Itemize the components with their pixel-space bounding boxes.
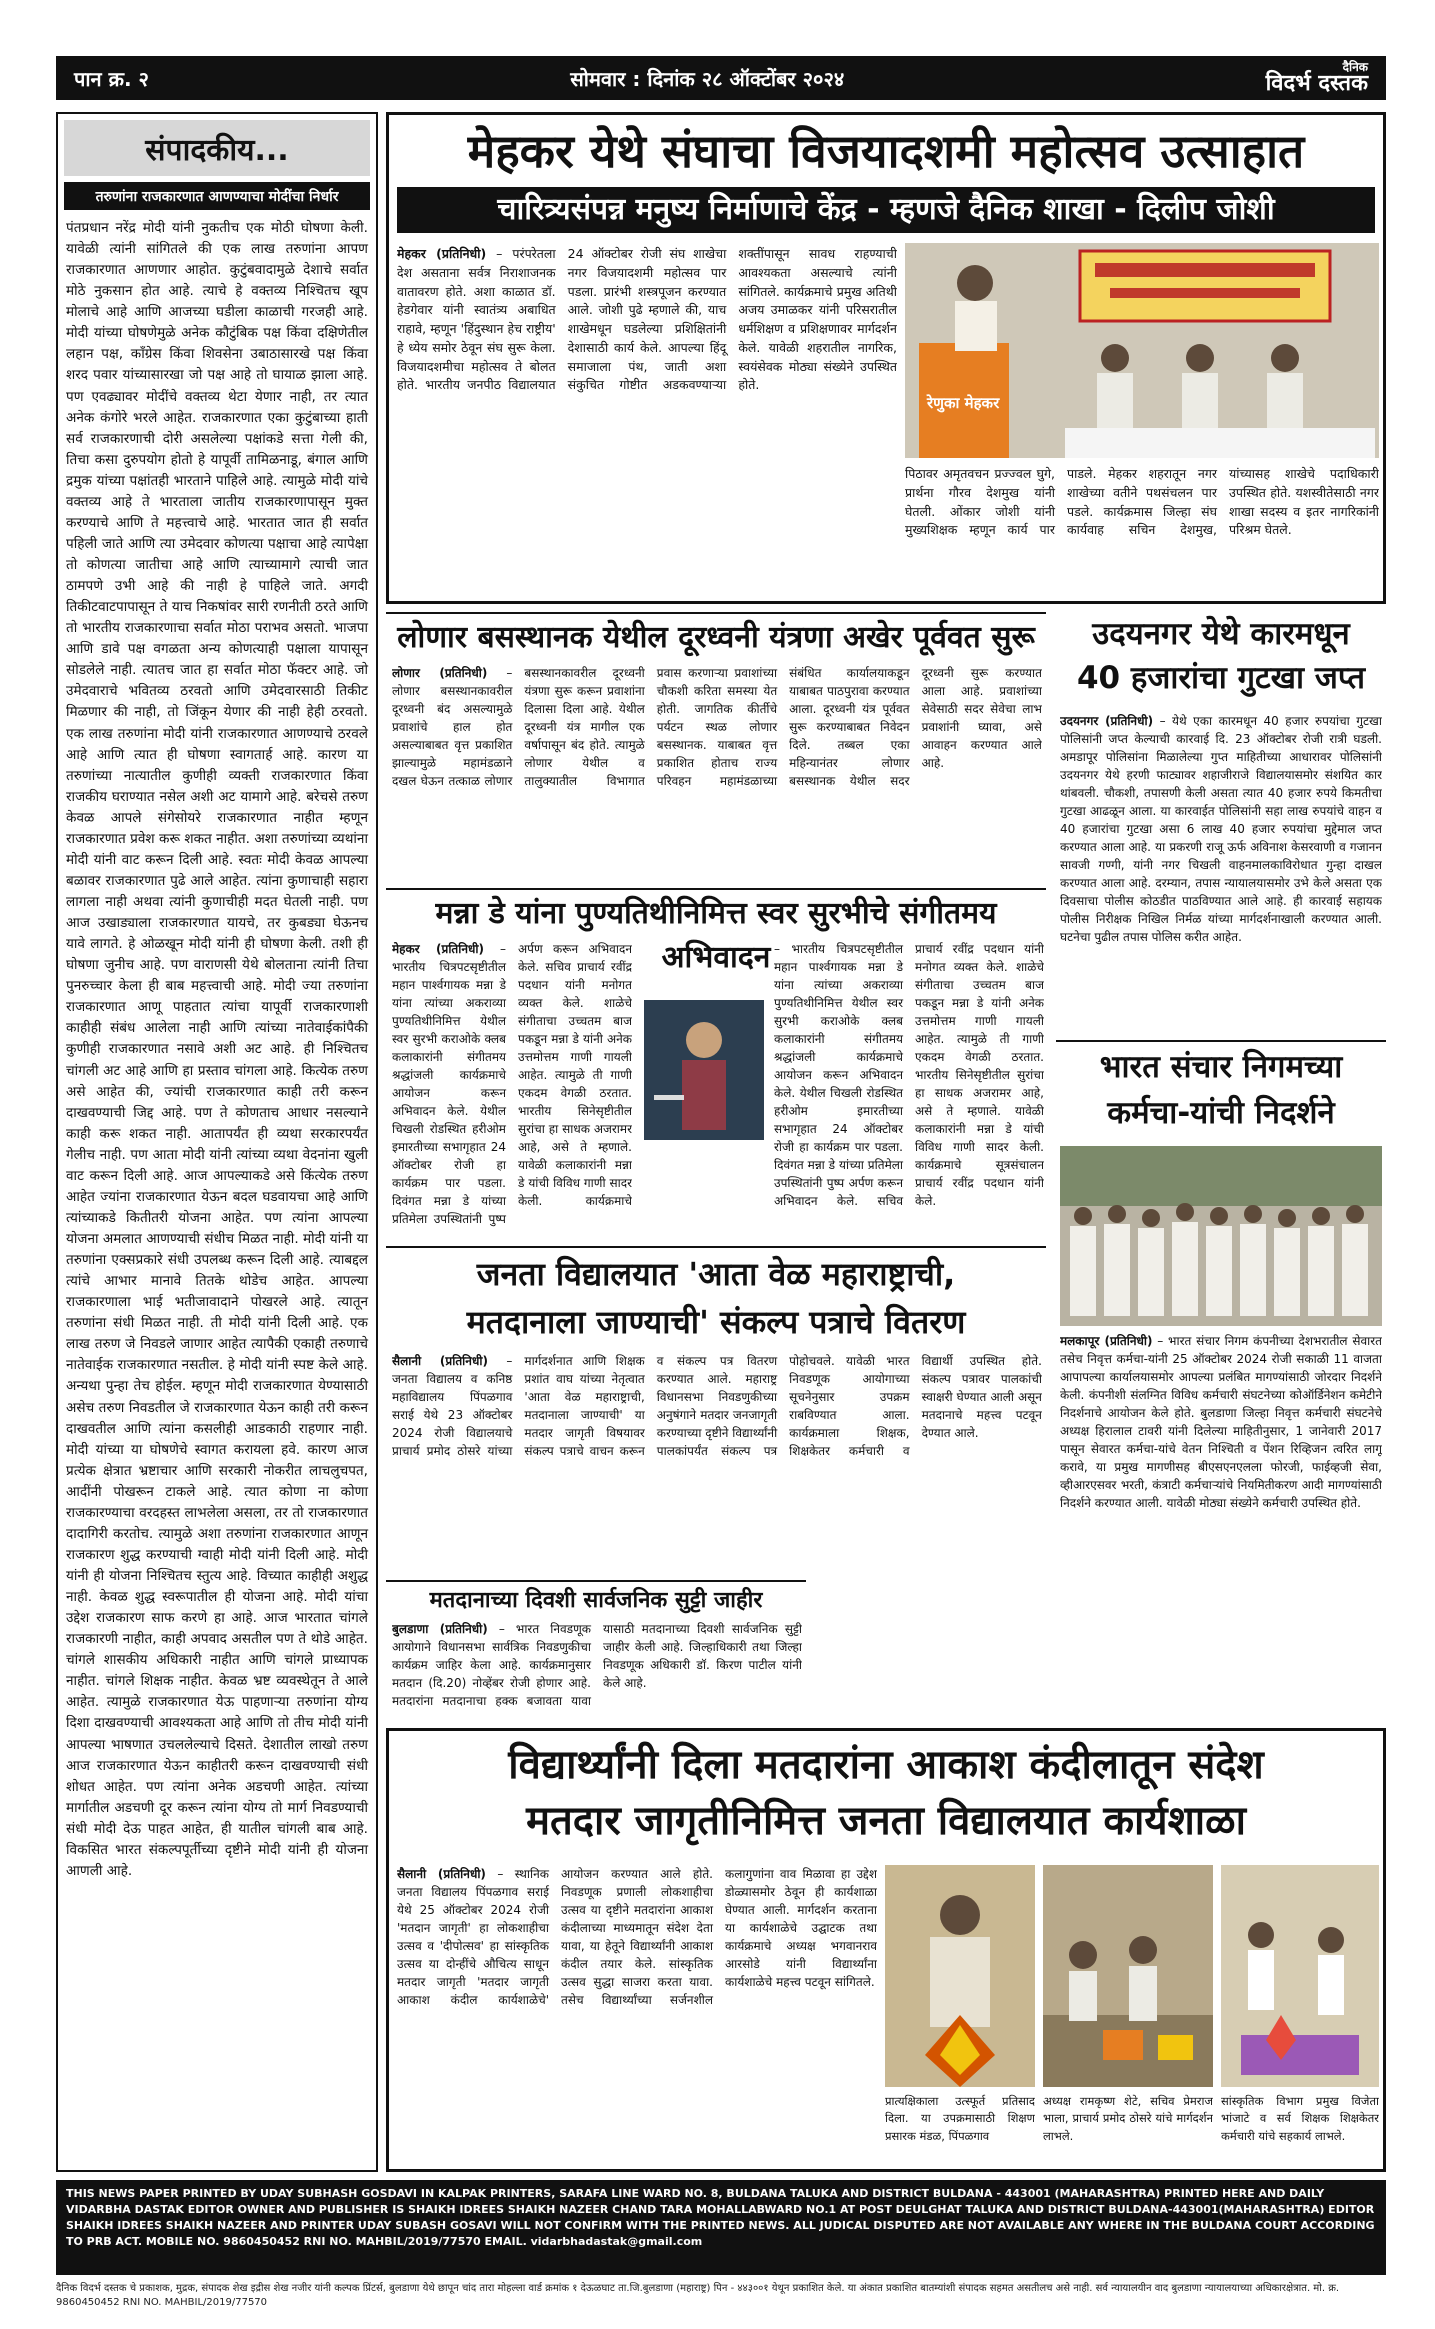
manna-body-cont: – भारतीय चित्रपटसृष्टीतील महान पार्श्वगायक मन्ना डे यांना त्यांच्या अकराव्या पुण्यतिथीनिमित्त येथील स्वर सुरभी कराओके क्लब कलाकारांनी संगीतमय श्रद्धांजली कार्यक्रमाचे आयोजन करून अभिवादन केले. येथील चिखली रोडस्थित हरीओम इमारतीच्या सभागृहात 24 ऑक्टोबर रोजी हा कार्यक्रम पार पडला. दिवंगत मन्ना डे यांच्या प्रतिमेला उपस्थितांनी पुष्प अर्पण करून अभिवादन केले. सचिव प्राचार्य रवींद्र पदधान यांनी मनोगत व्यक्त केले. शाळेचे संगीताचा उच्चतम बाज पकडून मन्ना डे यांनी अनेक उत्तमोत्तम गाणी गायली आहेत. त्यामुळे ती गाणी एकदम वेगळी ठरतात. भारतीय सिनेसृष्टीतील सुरांचा हा साधक अजरामर आहे, असे ते म्हणाले. यावेळी कलाकारांनी मन्ना डे यांची विविध गाणी सादर केली. कार्यक्रमाचे सूत्रसंचालन प्राचार्य रवींद्र पदधान यांनी केले.: [774, 942, 1044, 1208]
imprint-footer: THIS NEWS PAPER PRINTED BY UDAY SUBHASH GOSDAVI IN KALPAK PRINTERS, SARAFA LINE WARD NO. 8, BULDANA TALUKA AND DISTRICT BULDANA - 443001 (MAHARASHTRA) PRINTED HERE AND DAILY VIDARBHA DASTAK EDITOR OWNER AND PUBLISHER IS SHAIKH IDREES SHAIKH NAZEER CHAND TARA MOHALLABWARD NO.1 AT POST DEULGHAT TALUKA AND DISTRICT BULDANA-443001(MAHARASHTRA) EDITOR SHAIKH IDREES SHAIKH NAZEER AND PRINTER UDAY SUBASH GOSAVI WILL NOT CONFIRM WITH THE PRINTED NEWS. ALL JUDICAL DISPUTED ARE NOT AVAILABLE ANY WHERE IN THE BULDANA COURT ACCORDING TO PRB ACT. MOBILE NO. 9860450452 RNI NO. MAHBIL/2019/77570 EMAIL. vidarbhadastak@gmail.com: [56, 2180, 1386, 2275]
lonar-headline: लोणार बसस्थानक येथील दूरध्वनी यंत्रणा अखेर पूर्ववत सुरू: [397, 620, 1035, 655]
lead-headline: मेहकर येथे संघाचा विजयादशमी महोत्सव उत्साहात: [467, 124, 1305, 178]
bsnl-protest-photo: [1060, 1146, 1382, 1326]
imprint-marathi: दैनिक विदर्भ दस्तक चे प्रकाशक, मुद्रक, संपादक शेख इद्रीस शेख नजीर यांनी कल्पक प्रिंटर्स, बुलडाणा येथे छापून चांद तारा मोहल्ला वार्ड क्रमांक १ देऊळघाट ता.जि.बुलडाणा (महाराष्ट्र) पिन - ४४३००१ येथून प्रकाशित केले. या अंकात प्रकाशित बातम्यांशी संपादक सहमत असतीलच असे नाही. सर्व न्यायालयीन वाद बुलडाणा न्यायालयाच्या अधिकारक्षेत्रात. मो. क्र. 9860450452 RNI NO. MAHBIL/2019/77570: [56, 2283, 1340, 2308]
editorial-title: संपादकीय...: [64, 120, 370, 176]
editorial-subtitle: तरुणांना राजकारणात आणण्याचा मोदींचा निर्धार: [64, 182, 370, 210]
singer-icon: [644, 1000, 764, 1140]
kandil-caption-1: प्रात्यक्षिकाला उत्स्फूर्त प्रतिसाद दिला. या उपक्रमासाठी शिक्षण प्रसारक मंडळ, पिंपळगाव: [885, 2094, 1035, 2143]
stage-banner-text: रेणुका मेहकर: [927, 394, 1000, 412]
manna-headline: मन्ना डे यांना पुण्यतिथीनिमित्त स्वर सुरभीचे संगीतमय अभिवादन: [435, 896, 997, 975]
event-stage-icon: [905, 243, 1379, 458]
students-photo-icon: [1221, 1865, 1379, 2087]
lantern-photo-icon: [885, 1865, 1035, 2087]
kandil-photo-1: [885, 1865, 1035, 2087]
kandil-body: सैलानी (प्रतिनिधी) – स्थानिक जनता विद्यालय पिंपळगाव सराई येथे 25 ऑक्टोबर 2024 रोजी 'मतदान जागृती' हा लोकशाहीचा उत्सव व 'दीपोत्सव' हा सांस्कृतिक उत्सव या दोन्हींचे औचित्य साधून मतदार जागृती 'मतदार जागृती आकाश कंदील कार्यशाळेचे' आयोजन करण्यात आले होते. निवडणूक प्रणाली लोकशाहीचा उत्सव या दृष्टीने मतदारांना आकाश कंदीलाच्या माध्यमातून संदेश देता यावा, या हेतूने विद्यार्थ्यांनी आकाश कंदील तयार केले. सांस्कृतिक उत्सव सुद्धा साजरा करता यावा. तसेच विद्यार्थ्यांच्या सर्जनशील कलागुणांना वाव मिळावा हा उद्देश डोळ्यासमोर ठेवून ही कार्यशाळा घेण्यात आली. मार्गदर्शन करताना या कार्यशाळेचे उद्घाटक तथा कार्यक्रमाचे अध्यक्ष भगवानराव आरसोडे यांनी विद्यार्थ्यांना कार्यशाळेचे महत्त्व पटवून सांगितले.: [397, 1867, 877, 2007]
protest-group-icon: [1060, 1146, 1382, 1326]
lead-subheadline: चारित्र्यसंपन्न मनुष्य निर्माणाचे केंद्र - म्हणजे दैनिक शाखा - दिलीप जोशी: [397, 187, 1375, 233]
kandil-photo-2: [1043, 1865, 1213, 2087]
bsnl-headline: भारत संचार निगमच्या कर्मचा-यांची निदर्शने: [1099, 1049, 1343, 1131]
bsnl-body: मलकापूर (प्रतिनिधी) – भारत संचार निगम कंपनीच्या देशभरातील सेवारत तसेच निवृत्त कर्मचा-यांनी 25 ऑक्टोबर 2024 रोजी सकाळी 11 वाजता आपापल्या कार्यालयासमोर आपल्या प्रलंबित मागण्यांसाठी जोरदार निदर्शने केली. कंपनीशी संलग्नित विविध कर्मचारी संघटनेच्या कोऑर्डिनेशन कमेटीने निदर्शनाचे आयोजन केले होते. बुलडाणा जिल्हा निवृत्त कर्मचारी संघटनेचे अध्यक्ष हिरालाल टावरी यांनी दिलेल्या माहितीनुसार, 1 जानेवारी 2017 पासून सेवारत कर्मचा-यांचे वेतन निश्चिती व पेंशन रिव्हिजन त्वरित लागू करावे, या प्रमुख मागणीसह बीएसएनएलला फोरजी, फाईव्हजी सेवा, व्हीआरएसवर भरती, कंत्राटी कर्मचाऱ्यांचे नियमितीकरण आदी मागण्यांसाठी निदर्शने करण्यात आली. यावेळी मोठ्या संख्येने कर्मचारी उपस्थित होते.: [1060, 1334, 1382, 1510]
editorial-body: पंतप्रधान नरेंद्र मोदी यांनी नुकतीच एक मोठी घोषणा केली. यावेळी त्यांनी सांगितले की एक लाख तरुणांना आपण राजकारणात आणणार आहोत. कुटुंबवादामुळे देशाचे सर्वात मोठे नुकसान होत आहे. त्याचे हे वक्तव्य निश्चितच खूप मोलाचे आहे आणि आजच्या घडीला काळाची गरजही आहे. मोदी यांच्या घोषणेमुळे अनेक कौटुंबिक पक्ष किंवा दक्षिणेतील लहान पक्ष, काँग्रेस किंवा शिवसेना उबाठासारखे पक्ष किंवा शरद पवार यांच्यासारखा जो पक्ष आहे तो घायाळ झाला आहे. पण एवढ्यावर मोदींचे वक्तव्य थेटा येणार नाही, तर त्यात अनेक कंगोरे भरले आहेत. राजकारणात एका कुटुंबाच्या हाती सर्व राजकारणाची दोरी असलेल्या पक्षांकडे सत्ता गेली की, तिचा कसा दुरुपयोग होतो हे यापूर्वी तामिळनाडू, बंगाल आणि द्रमुक यांच्या पक्षांतही भारताने पाहिले आहे. त्यामुळे मोदी यांचे वक्तव्य आहे ते भारताला जातीय राजकारणापासून मुक्त करण्याचे आणि ते महत्त्वाचे आहे. भारतात जात ही सर्वात पहिली जाते आणि त्या उमेदवार कोणत्या पक्षाचा आहे त्यापेक्षा तो कोणत्या जातीचा आहे आणि त्याच्यामागे त्याची जात ठामपणे उभी आहे की नाही हे पाहिले जाते. अगदी तिकीटवाटपापासून ते याच निकषांवर सारी रणनीती ठरते आणि तो भारतीय राजकारणाचा सर्वात मोठा पराभव असतो. भाजपा आणि डावे पक्ष वगळता अन्य कोणत्याही पक्षाला यापासून सोडलेले नाही. त्यातच जात हा सर्वात मोठा फॅक्टर आहे. जो उमेदवाराचे भवितव्य ठरवतो आणि उमेदवारसाठी तिकीट मिळणार की नाही, तो जिंकून येणार की नाही हेही ठरवतो. एक लाख तरुणांना मोदी यांनी राजकारणात आणण्याचे ठरवले आहे आणि त्यात ही घोषणा स्वागतार्ह आहे. कारण या तरुणांच्या नात्यातील कुणीही व्यक्ती राजकारणात किंवा राजकीय घराण्यात नसेल अशी अट यामागे आहे. बरेचसे तरुण केवळ आपले संगेसोयरे राजकारणात नाहीत म्हणून राजकारणात प्रवेश करू शकत नाहीत. अशा तरुणांच्या व्यथांना मोदी यांनी वाट करून दिली आहे. स्वतः मोदी केवळ आपल्या बळावर राजकारणात पुढे आले आहेत. त्यांना कुणाचाही सहारा लागला नाही अथवा त्यांनी कुणाचीही मदत घेतली नाही. पण आज उखाड्याला राजकारणात यायचे, तर कुबड्या घेऊनच यावे लागते. हे ओळखून मोदी यांनी ही घोषणा केली. तशी ही घोषणा जुनीच आहे. पण वाराणसी येथे बोलताना त्यांनी तिचा पुनरुच्चार केला ही बाब महत्त्वाची आहे. मोदी ज्या तरुणांना राजकारणात आणू पाहतात त्यांचा यापूर्वी राजकारणाशी काहीही संबंध आलेला नाही आणि त्यांच्या नातेवाईकांपैकी कुणीही राजकारणात नसावे अशी अट आहे. ही निश्चितच चांगली अट आहे आणि हा प्रस्ताव चांगला आहे. कित्येक तरुण असे आहेत की, ज्यांची राजकारणात काही तरी करून दाखवण्याची जिद्द आहे. पण ते कोणताच आधार नसल्याने काही करू शकत नाही. आतापर्यंत ही व्यथा सरकारपर्यंत गेलीच नाही. पण आता मोदी यांनी त्यांच्या व्यथा वेदनांना खुली वाट करून दिली आहे. आज आपल्याकडे असे किंत्येक तरुण आहेत ज्यांना राजकारणात येऊन बदल घडवायचा आहे आणि त्यांच्याकडे कितीतरी योजना आहेत. पण त्यांना आपल्या योजना अमलात आणण्याची संधीच मिळत नाही. मोदी यांनी या तरुणांना एक्सप्रकारे संधी उपलब्ध करून दिली आहे. त्याबद्दल त्यांचे आभार मानावे तितके थोडेच आहेत. आपल्या राजकारणाला भाई भतीजावादाने पोखरले आहे. त्यातून तरुणांना संधी मिळत नाही. ती मोदी यांनी दिली आहे. एक लाख तरुण जे निवडले जाणार आहेत त्यापैकी एकाही तरुणाचे नातेवाईक राजकारणात नसतील. हे मोदी यांनी स्पष्ट केले आहे. अन्यथा पुन्हा तेच होईल. म्हणून मोदी राजकारणात येण्यासाठी असेच तरुण निवडतील जे राजकारणात येऊन काही तरी करून दाखवतील आणि त्यांना कसलीही आडकाठी राहणार नाही. मोदी यांच्या या घोषणेचे स्वागत करायला हवे. कारण आज प्रत्येक क्षेत्रात भ्रष्टाचार आणि सरकारी नोकरीत लाचलुचपत, आदींनी पोखरून टाकले आहे. त्यात कोणा ना कोणा राजकारण्याचा वरदहस्त लाभलेला असला, तर तो राजकारणात दादागिरी करतोच. त्यामुळे अशा तरुणांना राजकारणात आणून राजकारण शुद्ध करण्याची ग्वाही मोदी यांनी दिली आहे. मोदी यांनी ही योजना निश्चितच स्तुत्य आहे. विच्यात काहीही अशुद्ध नाही. केवळ शुद्ध स्वरूपातील ही योजना आहे. मोदी यांचा उद्देश राजकारण साफ करणे हा आहे. आज भारतात चांगले राजकारणी नाहीत, काही अपवाद असतील पण ते थोडे आहेत. चांगले शासकीय अधिकारी नाहीत आणि चांगले प्राध्यापक नाहीत. चांगले शिक्षक नाहीत. केवळ भ्रष्ट व्यवस्थेतून ते आले आहेत. त्यामुळे राजकारणात येऊ पाहणाऱ्या तरुणांना योग्य दिशा दाखवण्याची आवश्यकता आहे आणि तो तीच मोदी यांनी आपल्या भाषणात उचललेल्याचे दिसते. देशातील लाखो तरुण आज राजकारणात येऊन काहीतरी करून दाखवण्याची संधी शोधत आहेत. पण त्यांना अनेक अडचणी आहेत. त्यांच्या मार्गातील अडचणी दूर करून त्यांना योग्य तो मार्ग निवडण्याची संधी मोदी देऊ पाहत आहेत, ही यातील चांगली बाब आहे. विकसित भारत संकल्पपूर्तीच्या दृष्टीने मोदी यांनी ही योजना आणली आहे.: [66, 220, 368, 1879]
editorial-column: [56, 112, 378, 2172]
janata1-body: सैलानी (प्रतिनिधी) – जनता विद्यालय व कनिष्ठ महाविद्यालय पिंपळगाव सराई येथे 23 ऑक्टोबर 2024 रोजी विद्यालयाचे प्राचार्य प्रमोद ठोसरे यांच्या मार्गदर्शनात आणि शिक्षक प्रशांत वाघ यांच्या नेतृत्वात 'आता वेळ महाराष्ट्राची, मतदानाला जाण्याची' या मतदार जागृती विषयावर संकल्प पत्राचे वाचन करून व संकल्प पत्र वितरण करण्यात आले. महाराष्ट्र विधानसभा निवडणुकीच्या अनुषंगाने मतदार जनजागृती करण्याच्या दृष्टीने विद्यार्थ्यांनी पालकांपर्यंत संकल्प पत्र पोहोचवले. यावेळी भारत निवडणूक आयोगाच्या सूचनेनुसार उपक्रम राबविण्यात आला. कार्यक्रमाला शिक्षक, शिक्षकेतर कर्मचारी व विद्यार्थी उपस्थित होते. संकल्प पत्रावर पालकांची स्वाक्षरी घेण्यात आली असून मतदानाचे महत्त्व पटवून देण्यात आले.: [392, 1354, 1042, 1458]
kandil-subheadline: मतदार जागृतीनिमित्त जनता विद्यालयात कार्यशाळा: [526, 1798, 1246, 1844]
lead-body: मेहकर (प्रतिनिधी) – परंपरेतला देश असताना सर्वत्र निराशाजनक वातावरण होते. अशा काळात डॉ. हेडगेवार यांनी स्वातंत्र्य अबाधित राहावे, म्हणून 'हिंदुस्थान हेच राष्ट्रीय' हे ध्येय समोर ठेवून संघ सुरू केला. विजयादशमीचा महोत्सव ते बोलत होते. भारतीय जनपीठ विद्यालयात 24 ऑक्टोबर रोजी संघ शाखेचा नगर विजयादशमी महोत्सव पार पडला. प्रारंभी शस्त्रपूजन करण्यात आले. जोशी पुढे म्हणाले की, याच शाखेमधून घडलेल्या प्रशिक्षितांनी देशासाठी कार्य केले. आपल्या हिंदू समाजाला पंथ, जाती अशा संकुचित गोष्टीत अडकवण्याऱ्या शक्तींपासून सावध राहण्याची आवश्यकता असल्याचे त्यांनी सांगितले. कार्यक्रमाचे प्रमुख अतिथी अजय उमाळकर यांनी परिसरातील धर्मशिक्षण व प्रशिक्षणावर मार्गदर्शन केले. यावेळी शहरातील नागरिक, स्वयंसेवक मोठ्या संख्येने उपस्थित होते.: [397, 246, 897, 393]
udaynagar-headline: उदयनगर येथे कारमधून 40 हजारांचा गुटखा जप्त: [1076, 616, 1366, 696]
lead-story: [386, 112, 1386, 604]
page-number: पान क्र. २: [74, 66, 149, 91]
kandil-caption-3: सांस्कृतिक विभाग प्रमुख विजेता भांजाटे व सर्व शिक्षक शिक्षकेतर कर्मचारी यांचे सहकार्य लाभले.: [1221, 2094, 1379, 2143]
udaynagar-body: उदयनगर (प्रतिनिधी) – येथे एका कारमधून 40 हजार रुपयांचा गुटखा पोलिसांनी जप्त केल्याची कारवाई दि. 23 ऑक्टोबर रोजी रात्री घडली. अमडापूर पोलिसांना मिळालेल्या गुप्त माहितीच्या आधारावर पोलिसांनी उदयनगर येथे हरणी फाट्यावर शहाजीराजे विद्यालयासमोर संशयित कार थांबवली. चौकशी, तपासणी केली असता त्यात 40 हजार रुपये किमतीचा गुटखा आढळून आला. या कारवाईत पोलिसांनी सहा लाख रुपयांचे वाहन व 40 हजारांचा गुटखा असा 6 लाख 40 हजार रुपयांचा मुद्देमाल जप्त करण्यात आला आहे. या प्रकरणी राजू ऊर्फ अविनाश केसरवाणी व गजानन सावजी गण्गी, यांनी नगर चिखली वाहनमालकाविरोधात गुन्हा दाखल करण्यात आला आहे. दरम्यान, तपास न्यायालयासमोर उभे केले असता एक दिवसाचा पोलीस कोठडीत पाठविण्यात आले आहे. ही कारवाई सहायक पोलीस निरीक्षक निखिल निर्मळ यांच्या मार्गदर्शनाखाली करण्यात आली. घटनेचा पुढील तपास पोलिस करीत आहेत.: [1060, 714, 1382, 944]
brand-logo: दैनिक विदर्भ दस्तक: [1265, 60, 1368, 96]
lonar-body: लोणार (प्रतिनिधी) – लोणार बसस्थानकावरील दूरध्वनी बंद असल्यामुळे प्रवाशांचे हाल होत असल्याबाबत वृत्त प्रकाशित झाल्यामुळे महामंडळाने दखल घेऊन तत्काळ लोणार बसस्थानकावरील दूरध्वनी यंत्रणा सुरू करून प्रवाशांना दिलासा दिला आहे. येथील दूरध्वनी यंत्र मागील एक वर्षापासून बंद होते. त्यामुळे लोणार येथील व तालुक्यातील विभागात प्रवास करणाऱ्या प्रवाशांच्या चौकशी करिता समस्या येत होती. जागतिक कीर्तीचे पर्यटन स्थळ लोणार बसस्थानक. याबाबत वृत्त प्रकाशित होताच राज्य परिवहन महामंडळाच्या संबंधित कार्यालयाकडून याबाबत पाठपुरावा करण्यात आला. दूरध्वनी यंत्र पूर्ववत सुरू करण्याबाबत निवेदन दिले. तब्बल एका महिन्यानंतर लोणार बसस्थानक येथील सदर दूरध्वनी सुरू करण्यात आला आहे. प्रवाशांच्या सेवेसाठी सदर सेवेचा लाभ प्रवाशांनी घ्यावा, असे आवाहन करण्यात आले आहे.: [392, 666, 1042, 788]
kandil-caption-2: अध्यक्ष रामकृष्ण शेटे, सचिव प्रेमराज भाला, प्राचार्य प्रमोद ठोसरे यांचे मार्गदर्शन लाभले.: [1043, 2094, 1213, 2143]
manna-body: मेहकर (प्रतिनिधी) – भारतीय चित्रपटसृष्टीतील महान पार्श्वगायक मन्ना डे यांना त्यांच्या अकराव्या पुण्यतिथीनिमित्त येथील स्वर सुरभी कराओके क्लब कलाकारांनी संगीतमय श्रद्धांजली कार्यक्रमाचे आयोजन करून अभिवादन केले. येथील चिखली रोडस्थित हरीओम इमारतीच्या सभागृहात 24 ऑक्टोबर रोजी हा कार्यक्रम पार पडला. दिवंगत मन्ना डे यांच्या प्रतिमेला उपस्थितांनी पुष्प अर्पण करून अभिवादन केले. सचिव प्राचार्य रवींद्र पदधान यांनी मनोगत व्यक्त केले. शाळेचे संगीताचा उच्चतम बाज पकडून मन्ना डे यांनी अनेक उत्तमोत्तम गाणी गायली आहेत. त्यामुळे ती गाणी एकदम वेगळी ठरतात. भारतीय सिनेसृष्टीतील सुरांचा हा साधक अजरामर आहे, असे ते म्हणाले. यावेळी कलाकारांनी मन्ना डे यांची विविध गाणी सादर केली. कार्यक्रमाचे: [392, 942, 632, 1226]
event-photo: [905, 243, 1379, 458]
holiday-headline: मतदानाच्या दिवशी सार्वजनिक सुट्टी जाहीर: [429, 1588, 763, 1613]
kandil-photo-3: [1221, 1865, 1379, 2087]
kandil-headline: विद्यार्थ्यांनी दिला मतदारांना आकाश कंदीलातून संदेश: [508, 1742, 1264, 1788]
holiday-body: बुलडाणा (प्रतिनिधी) – भारत निवडणूक आयोगाने विधानसभा सार्वत्रिक निवडणुकीचा कार्यक्रम जाहिर केला आहे. कार्यक्रमानुसार मतदान (दि.20) नोव्हेंबर रोजी होणार आहे. मतदारांना मतदानाचा हक्क बजावता यावा यासाठी मतदानाच्या दिवशी सार्वजनिक सुट्टी जाहीर केली आहे. जिल्हाधिकारी तथा जिल्हा निवडणूक अधिकारी डॉ. किरण पाटील यांनी केले आहे.: [392, 1622, 802, 1708]
issue-date: सोमवार : दिनांक २८ ऑक्टोंबर २०२४: [570, 66, 845, 91]
janata1-headline: जनता विद्यालयात 'आता वेळ महाराष्ट्राची, मतदानाला जाण्याची' संकल्प पत्राचे वितरण: [466, 1255, 966, 1341]
lead-photo-caption: पिठावर अमृतवचन प्रज्ज्वल घुगे, प्रार्थना गौरव देशमुख यांनी घेतली. ओंकार जोशी यांनी मुख्यशिक्षक म्हणून कार्य पार पाडले. मेहकर शहरातून नगर शाखेच्या वतीने पथसंचलन पार पडले. कार्यक्रमास जिल्हा संघ कार्यवाह सचिन देशमुख, यांच्यासह शाखेचे पदाधिकारी उपस्थित होते. यशस्वीतेसाठी नगर शाखा सदस्य व इतर नागरिकांनी परिश्रम घेतले.: [905, 466, 1379, 538]
kandil-story: [386, 1728, 1386, 2172]
masthead-bar: [56, 56, 1386, 100]
singer-photo: [644, 1000, 764, 1140]
workshop-photo-icon: [1043, 1865, 1213, 2087]
